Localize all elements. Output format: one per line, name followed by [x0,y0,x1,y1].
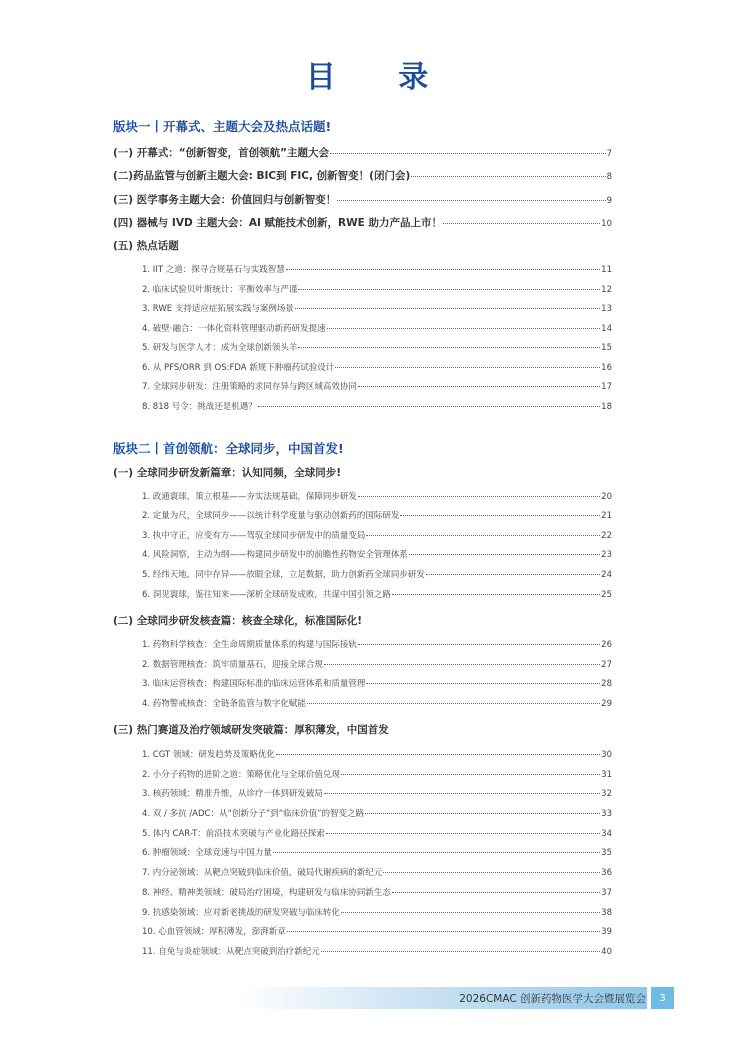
dot-leader [324,664,600,665]
toc-page: 15 [601,343,612,353]
toc-item[interactable] [142,827,612,839]
toc-page: 11 [601,265,612,275]
toc-page: 39 [601,927,612,937]
dot-leader [366,535,600,536]
footer-title: 2026CMAC 创新药物医学大会暨展览会 [459,993,646,1005]
toc-label: 5. 体内 CAR-T：前沿技术突破与产业化路径探索 [142,829,325,839]
toc-label: 3. 核药领域：精准升维，从诊疗一体到研发破局 [142,789,323,799]
toc-item[interactable] [142,380,612,392]
toc-page: 37 [601,888,612,898]
toc-page: 34 [601,829,612,839]
dot-leader [443,223,600,224]
toc-page: 23 [601,550,612,560]
toc-label: 2. 定量为尺，全球同步——以统计科学度量与驱动创新药的国际研发 [142,511,400,521]
dot-leader [258,406,600,407]
toc-item[interactable] [142,361,612,373]
toc-section-1-2[interactable] [113,168,612,183]
toc-item[interactable] [142,768,612,780]
toc-label: 6. 从 PFS/ORR 到 OS:FDA 新规下肿瘤药试验设计 [142,363,335,373]
page-title: 目 录 [305,60,455,95]
toc-page: 38 [601,908,612,918]
dot-leader [358,386,600,387]
toc-page: 22 [601,531,612,541]
dot-leader [365,813,600,814]
dot-leader [321,951,600,952]
toc-page: 31 [601,770,612,780]
toc-label: 2. 数据管理核查：筑牢质量基石，迎接全球合规 [142,660,323,670]
toc-page: 17 [601,382,612,392]
toc-page: 25 [601,590,612,600]
toc-item[interactable] [142,400,612,412]
toc-page: 13 [601,304,612,314]
dot-leader [392,892,600,893]
dot-leader [400,515,600,516]
toc-page: 12 [601,285,612,295]
toc-label: 6. 肿瘤领域：全球竞速与中国力量 [142,848,272,858]
toc-page: 32 [601,789,612,799]
toc-page: 27 [601,660,612,670]
dot-leader [341,774,600,775]
toc-label: 1. 药物科学核查：全生命周期质量体系的构建与国际接轨 [142,640,357,650]
toc-label: 7. 全球同步研发：注册策略的求同存异与跨区域高效协同 [142,382,357,392]
toc-item[interactable] [142,341,612,353]
dot-leader [358,644,600,645]
toc-page: 20 [601,492,612,502]
toc-item[interactable] [142,748,612,760]
dot-leader [324,793,600,794]
toc-label: 8. 神经、精神类领域：破局治疗困境，构建研发与临床协同新生态 [142,888,391,898]
toc-section-1-3[interactable] [113,192,612,207]
dot-leader [358,496,600,497]
toc-section-2-3[interactable] [113,722,389,737]
toc-label: 3. 执中守正，应变有方——驾驭全球同步研发中的质量变局 [142,531,366,541]
toc-label: 11. 自免与炎症领域：从靶点突破到治疗新纪元 [142,947,320,957]
toc-item[interactable] [142,529,612,541]
toc-item[interactable] [142,906,612,918]
toc-item[interactable] [142,490,612,502]
toc-label: 5. 经纬天地，同中存异——放眼全球，立足数据，助力创新药全球同步研发 [142,570,425,580]
dot-leader [298,289,600,290]
toc-label: (五) 热点话题 [113,240,179,252]
toc-item[interactable] [142,807,612,819]
toc-label: 6. 洞见寰球，鉴往知来——深析全球研发成败，共谋中国引领之路 [142,590,391,600]
toc-item[interactable] [142,322,612,334]
footer-page-number: 3 [651,987,674,1009]
toc-label: 2. 临床试验贝叶斯统计：平衡效率与严谨 [142,285,298,295]
toc-label: 5. 研发与医学人才：成为全球创新领头羊 [142,343,298,353]
toc-page: 18 [601,402,612,412]
toc-label: 3. 临床运营核查：构建国际标准的临床运营体系和质量管理 [142,679,366,689]
toc-item[interactable] [142,866,612,878]
toc-item[interactable] [142,787,612,799]
dot-leader [341,912,600,913]
dot-leader [273,852,600,853]
toc-label: (三) 医学事务主题大会：价值回归与创新智变！ [113,194,337,206]
block-title-2: 版块二丨首创领航：全球同步，中国首发! [113,441,344,456]
toc-page: 26 [601,640,612,650]
dot-leader [307,703,600,704]
dot-leader [286,269,600,270]
toc-item[interactable] [142,846,612,858]
toc-label: 1. 政通寰球，策立根基——夯实法规基础，保障同步研发 [142,492,357,502]
toc-label: 3. RWE 支持适应症拓展实践与案例场景 [142,304,294,314]
toc-page: 7 [606,149,612,159]
toc-item[interactable] [142,638,612,650]
dot-leader [366,683,600,684]
toc-label: 4. 药物警戒核查：全链条监管与数字化赋能 [142,699,306,709]
toc-item[interactable] [142,925,612,937]
toc-item[interactable] [142,548,612,560]
toc-label: 8. 818 号令：挑战还是机遇？ [142,402,257,412]
toc-section-1-4[interactable] [113,215,612,230]
toc-page: 28 [601,679,612,689]
toc-label: 4. 双 / 多抗 /ADC：从“创新分子”到“临床价值”的智变之路 [142,809,365,819]
toc-item[interactable] [142,677,612,689]
toc-section-2-2[interactable] [113,613,362,628]
dot-leader [337,200,605,201]
toc-page: 9 [606,196,612,206]
dot-leader [335,367,600,368]
toc-page: 35 [601,848,612,858]
dot-leader [276,754,600,755]
toc-item[interactable] [142,263,612,275]
block-title-1: 版块一丨开幕式、主题大会及热点话题! [113,119,332,134]
dot-leader [409,554,600,555]
toc-label: 9. 抗感染领域：应对新老挑战的研发突破与临床转化 [142,908,340,918]
toc-label: 4. 风险洞察，主动为纲——构建同步研发中的前瞻性药物安全管理体系 [142,550,408,560]
dot-leader [287,931,600,932]
dot-leader [295,308,600,309]
dot-leader [330,153,606,154]
toc-page: 10 [601,219,612,229]
toc-label: (三) 热门赛道及治疗领域研发突破篇：厚积薄发，中国首发 [113,724,389,736]
dot-leader [392,594,600,595]
toc-item[interactable] [142,886,612,898]
toc-item[interactable] [142,302,612,314]
toc-label: 2. 小分子药物的进阶之道：策略优化与全球价值兑现 [142,770,340,780]
dot-leader [326,833,600,834]
toc-label: (一) 全球同步研发新篇章：认知同频，全球同步! [113,467,342,479]
toc-section-1-5[interactable] [113,238,179,253]
toc-label: (四) 器械与 IVD 主题大会：AI 赋能技术创新，RWE 助力产品上市！ [113,217,442,229]
toc-item[interactable] [142,283,612,295]
toc-item[interactable] [142,568,612,580]
toc-label: 7. 内分泌领域：从靶点突破到临床价值，破局代谢疾病的新纪元 [142,868,383,878]
toc-page: 24 [601,570,612,580]
toc-item[interactable] [142,697,612,709]
dot-leader [411,176,605,177]
toc-label: 1. IIT 之道：探寻合规基石与实践智慧 [142,265,285,275]
toc-label: (二) 全球同步研发核查篇：核查全球化，标准国际化! [113,615,363,627]
toc-page: 30 [601,750,612,760]
toc-label: (一) 开幕式：“创新智变，首创领航”主题大会 [113,147,330,159]
toc-page: 8 [606,172,612,182]
dot-leader [298,347,600,348]
toc-section-2-1[interactable] [113,465,341,480]
toc-page: 29 [601,699,612,709]
toc-item[interactable] [142,945,612,957]
toc-page: 36 [601,868,612,878]
toc-item[interactable] [142,658,612,670]
dot-leader [383,872,600,873]
dot-leader [426,574,600,575]
dot-leader [327,328,601,329]
toc-item[interactable] [142,588,612,600]
toc-page: 14 [601,324,612,334]
toc-label: (二)药品监管与创新主题大会: BIC到 FIC, 创新智变！(闭门会) [113,170,411,182]
toc-page: 40 [601,947,612,957]
toc-section-1-1[interactable] [113,145,612,160]
toc-page: 21 [601,511,612,521]
toc-label: 1. CGT 领域：研发趋势及策略优化 [142,750,275,760]
toc-label: 4. 破壁·融合：一体化资料管理驱动新药研发提速 [142,324,326,334]
toc-item[interactable] [142,509,612,521]
toc-page: 16 [601,363,612,373]
toc-label: 10. 心血管领域：厚积薄发，澎湃新章 [142,927,286,937]
toc-page: 33 [601,809,612,819]
